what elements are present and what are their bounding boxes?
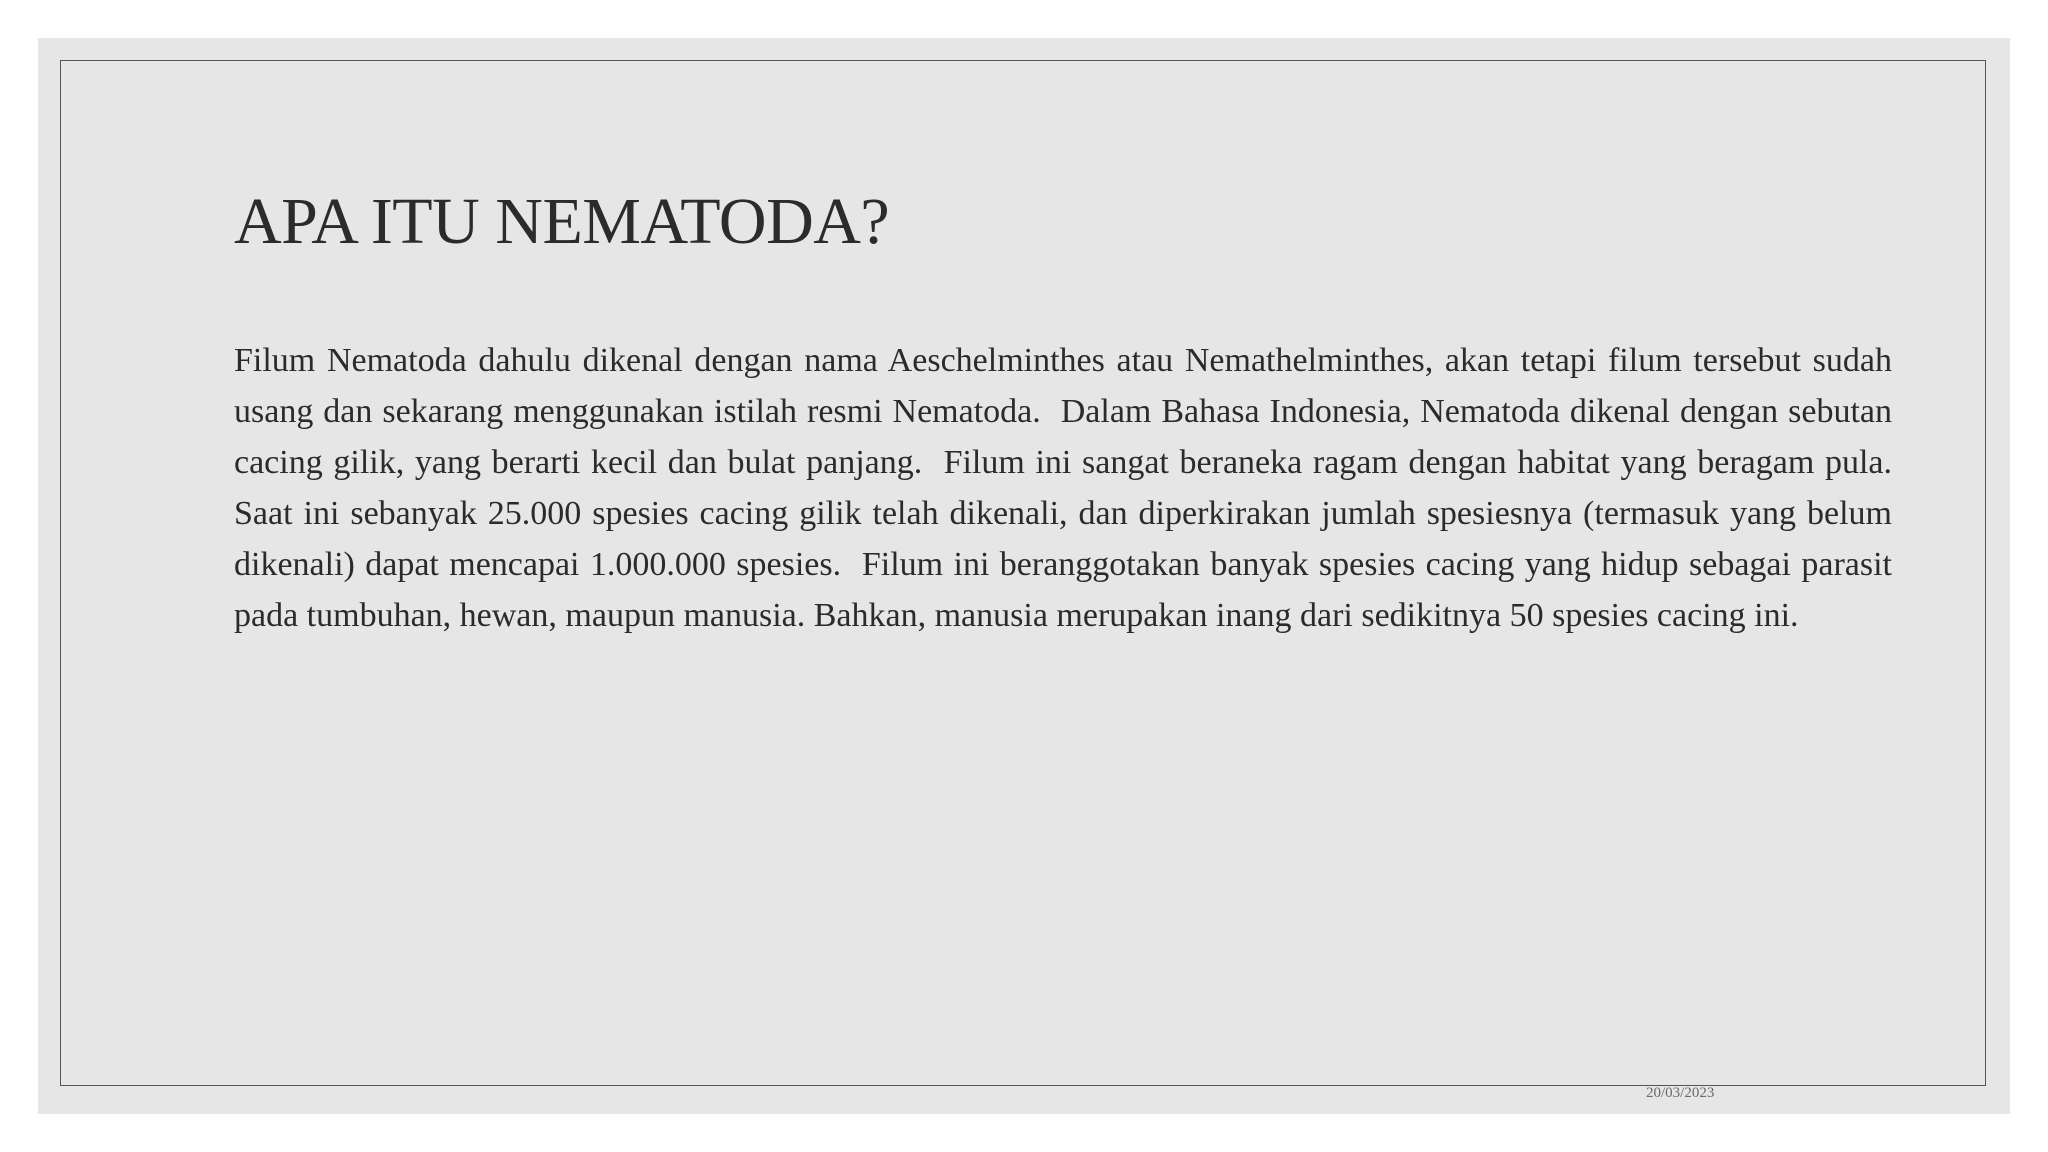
slide-title: APA ITU NEMATODA?: [234, 185, 890, 258]
slide-date: 20/03/2023: [1646, 1085, 1715, 1101]
slide-body-text: Filum Nematoda dahulu dikenal dengan nama Aeschelminthes atau Nemathelminthes, akan tetapi filum tersebut sudah usang dan sekarang menggunakan istilah resmi Nematoda. Dalam Bahasa Indonesia, Nematoda dikenal dengan sebutan cacing gilik, yang berarti kecil dan bulat panjang. Filum ini sangat beraneka ragam dengan habitat yang beragam pula. Saat ini sebanyak 25.000 spesies cacing gilik telah dikenali, dan diperkirakan jumlah spesiesnya (termasuk yang belum dikenali) dapat mencapai 1.000.000 spesies. Filum ini beranggotakan banyak spesies cacing yang hidup sebagai parasit pada tumbuhan, hewan, maupun manusia. Bahkan, manusia merupakan inang dari sedikitnya 50 spesies cacing ini.: [234, 342, 1901, 634]
slide: [38, 38, 2010, 1114]
